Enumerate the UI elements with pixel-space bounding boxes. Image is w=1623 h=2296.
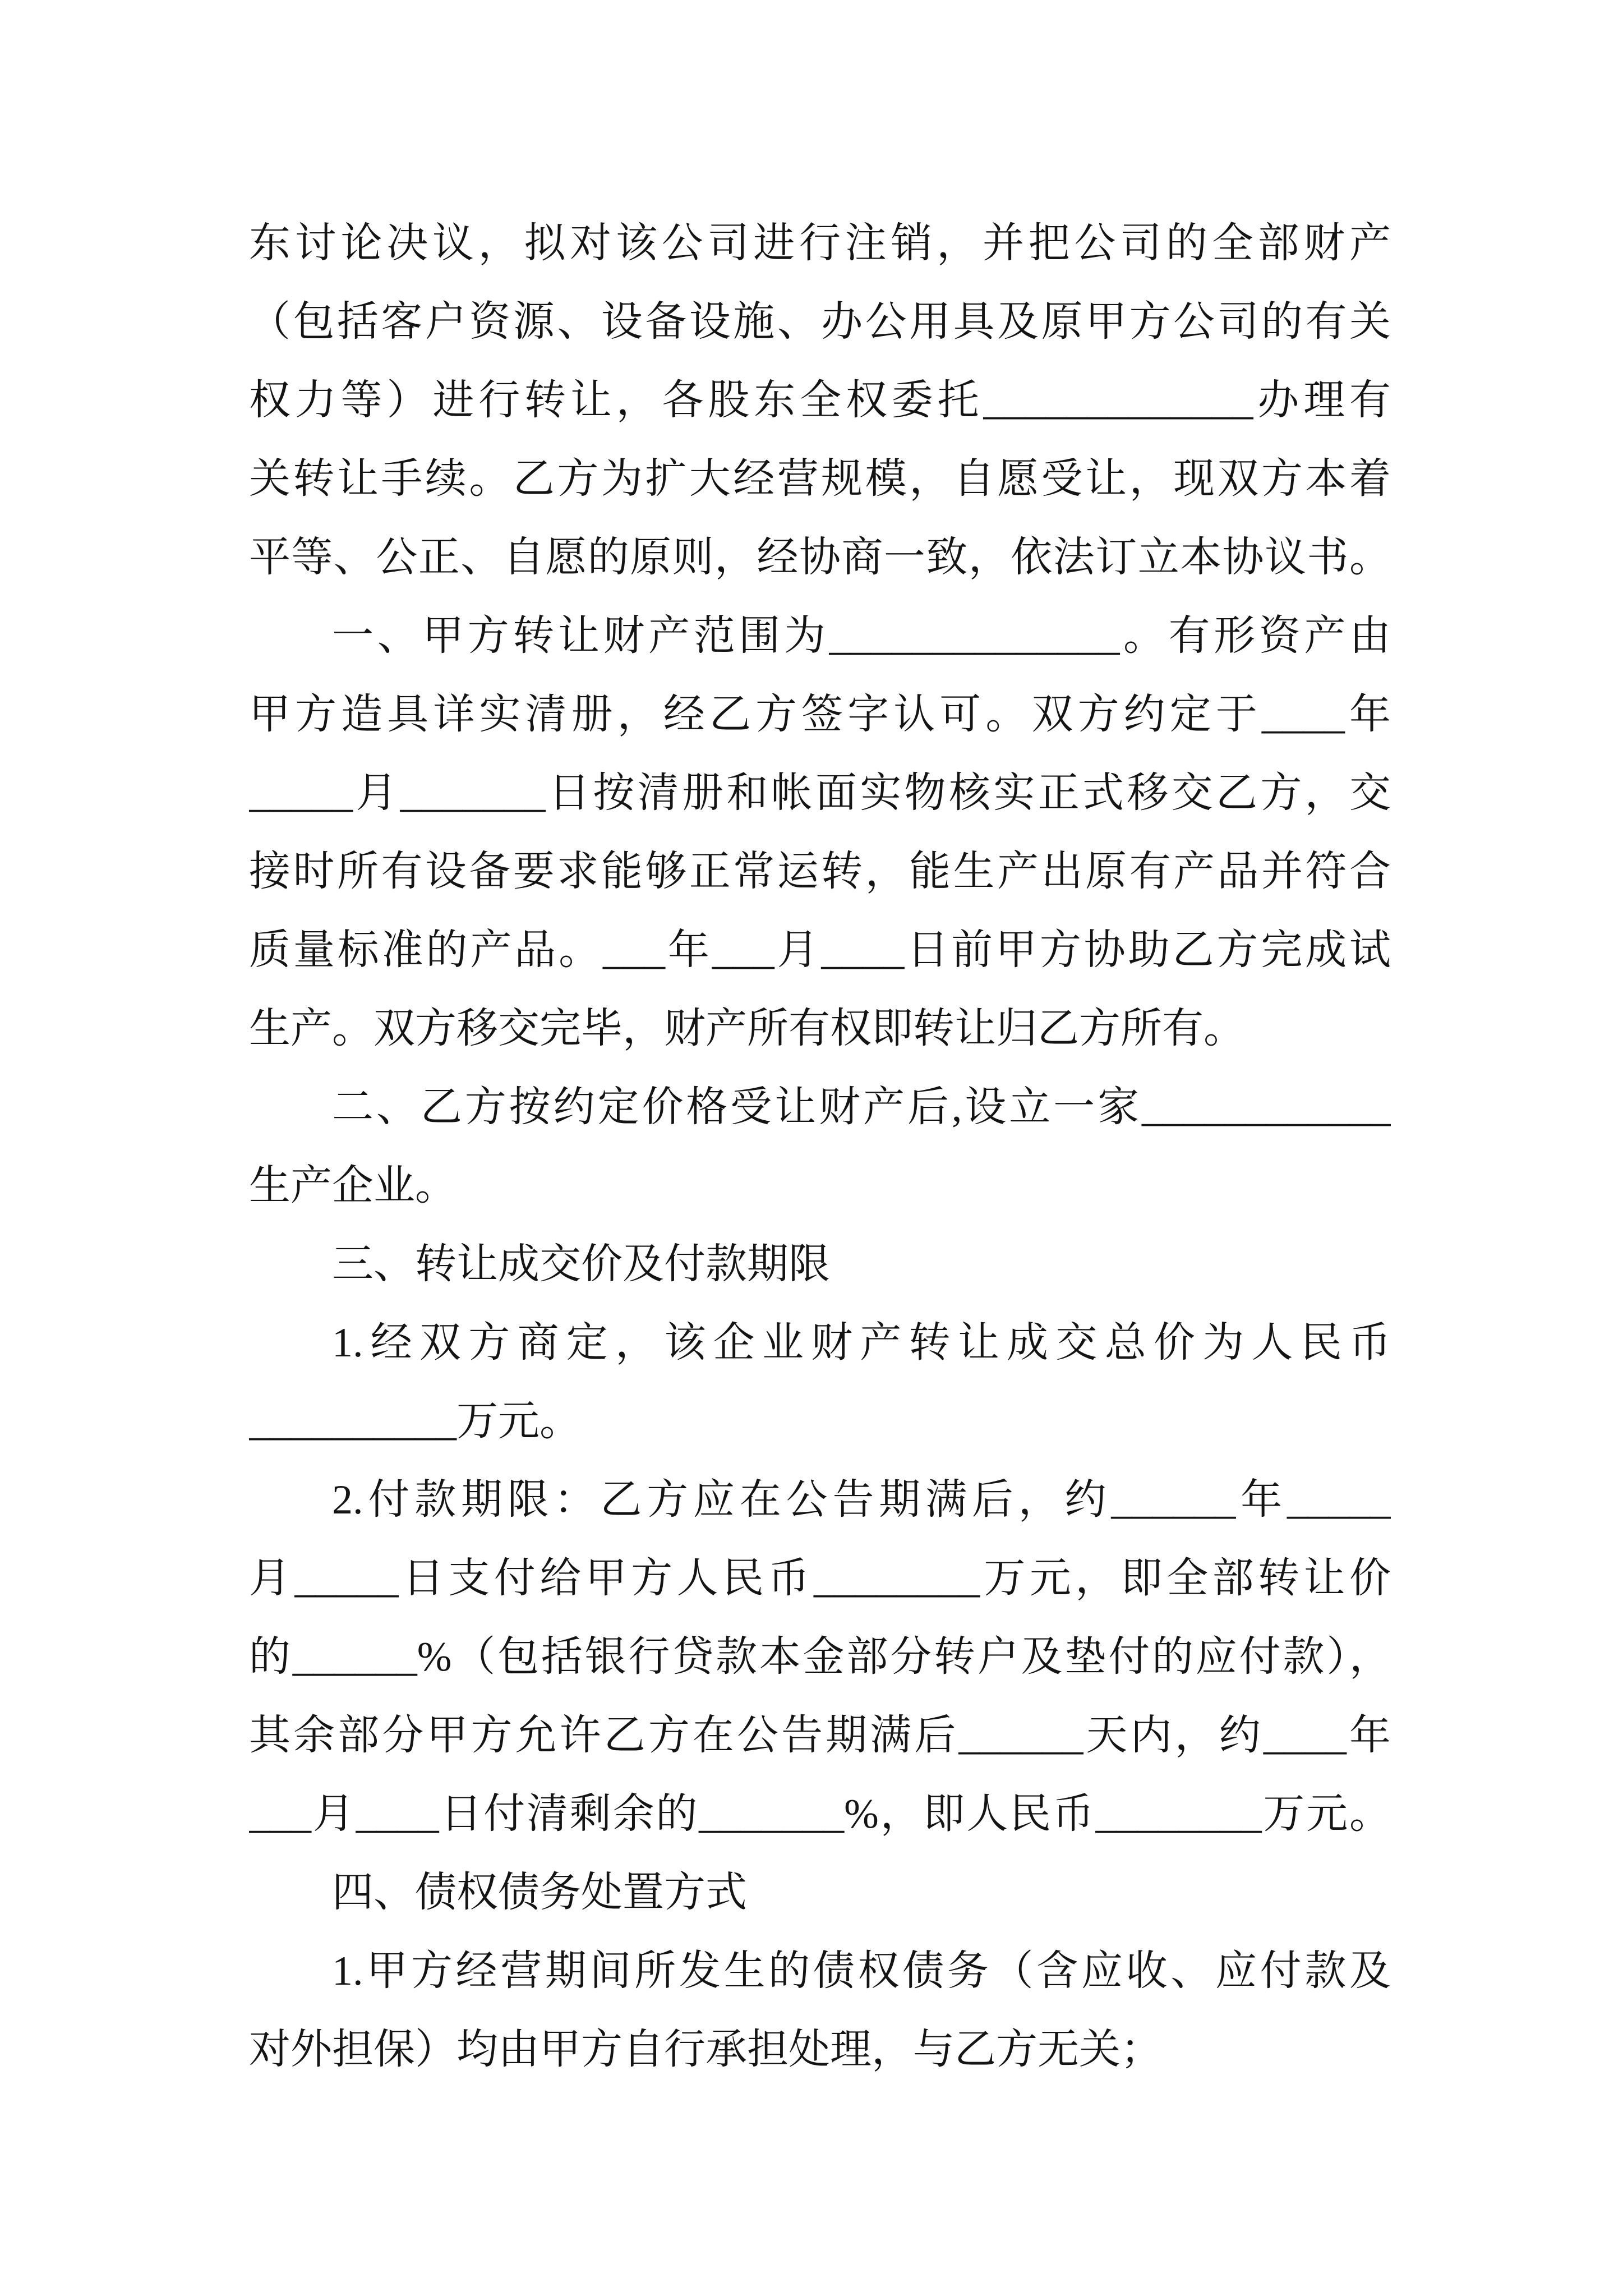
text-line: 其余部分甲方允许乙方在公告期满后______天内，约____年 — [249, 1713, 1391, 1759]
section-heading-line: 二、乙方按约定价格受让财产后,设立一家____________ — [332, 1084, 1391, 1130]
text-line: __________万元。 — [249, 1398, 581, 1444]
text-line: 接时所有设备要求能够正常运转，能生产出原有产品并符合 — [249, 849, 1391, 895]
text-line: 月_____日支付给甲方人民币________万元，即全部转让价 — [249, 1556, 1391, 1602]
clause-line: 2.付款期限：乙方应在公告期满后，约______年_____ — [332, 1477, 1391, 1523]
text-line: 甲方造具详实清册，经乙方签字认可。双方约定于____年 — [249, 692, 1391, 738]
text-line: 质量标准的产品。___年___月____日前甲方协助乙方完成试 — [249, 927, 1391, 973]
clause-line: 1.经双方商定，该企业财产转让成交总价为人民币 — [332, 1320, 1391, 1366]
text-line: _____月_______日按清册和帐面实物核实正式移交乙方，交 — [249, 770, 1391, 816]
text-line: ___月____日付清剩余的_______%，即人民币________万元。 — [249, 1791, 1391, 1837]
clause-line: 1.甲方经营期间所发生的债权债务（含应收、应付款及 — [332, 1948, 1391, 1994]
text-line: 对外担保）均由甲方自行承担处理，与乙方无关； — [249, 2027, 1162, 2073]
text-line: 关转让手续。乙方为扩大经营规模，自愿受让，现双方本着 — [249, 456, 1391, 502]
document-body — [249, 204, 1391, 2089]
text-line: 东讨论决议，拟对该公司进行注销，并把公司的全部财产 — [249, 220, 1391, 266]
text-line: 生产。双方移交完毕，财产所有权即转让归乙方所有。 — [249, 1006, 1245, 1052]
section-heading: 三、转让成交价及付款期限 — [332, 1241, 830, 1287]
text-line: 的______%（包括银行贷款本金部分转户及垫付的应付款）， — [249, 1634, 1391, 1680]
text-line: 平等、公正、自愿的原则，经协商一致，依法订立本协议书。 — [249, 535, 1391, 581]
text-line: 权力等）进行转让，各股东全权委托_____________办理有 — [249, 378, 1391, 424]
text-line: 生产企业。 — [249, 1163, 457, 1209]
section-heading: 四、债权债务处置方式 — [332, 1870, 747, 1916]
section-heading-line: 一、甲方转让财产范围为______________。有形资产由 — [332, 613, 1391, 659]
text-line: （包括客户资源、设备设施、办公用具及原甲方公司的有关 — [249, 299, 1391, 345]
